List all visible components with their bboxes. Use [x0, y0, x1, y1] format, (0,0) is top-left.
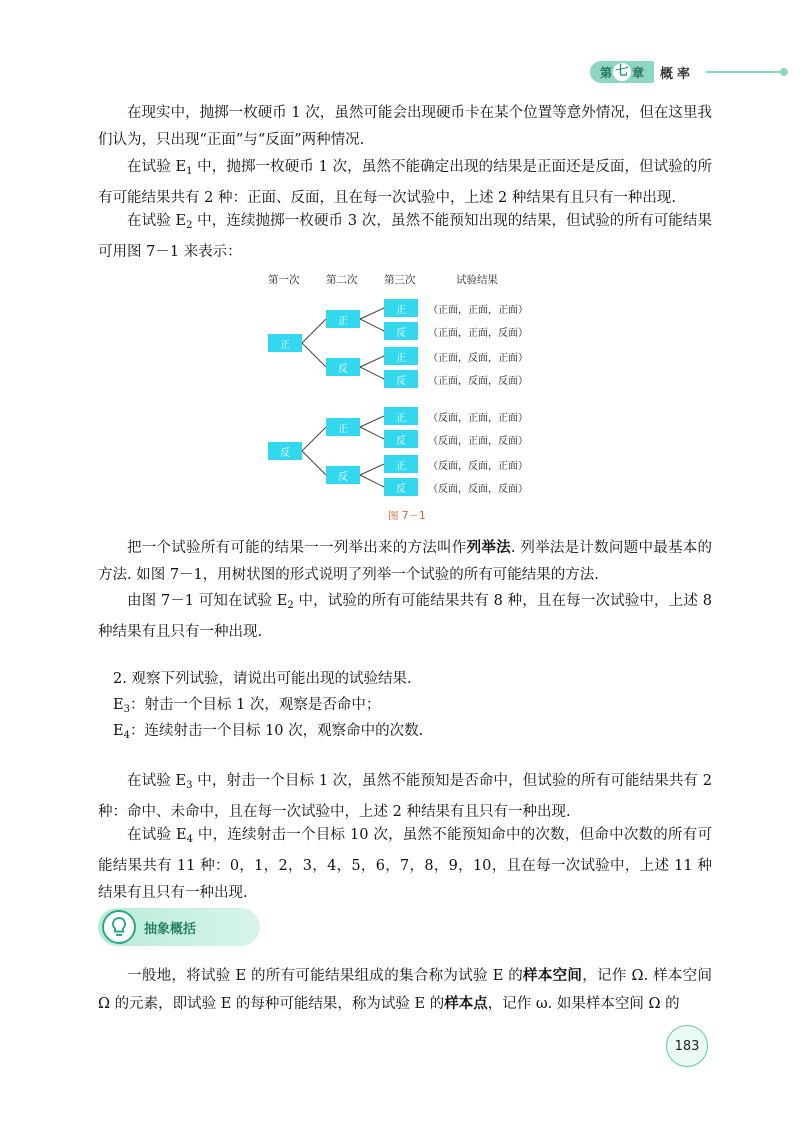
- paragraph-1: [98, 100, 712, 154]
- branch-11: [360, 475, 384, 487]
- result-3: （正面，反面，反面）: [428, 376, 528, 387]
- branch-0: [302, 319, 326, 343]
- branch-1: [302, 343, 326, 367]
- term-sample-space: 样本空间: [523, 967, 583, 984]
- branch-10: [360, 464, 384, 475]
- chapter-badge: [590, 61, 654, 83]
- chapter-prefix: 第: [599, 65, 612, 80]
- result-0: （正面，正面，正面）: [428, 305, 528, 316]
- paragraph-4: [98, 534, 712, 589]
- chapter-header: [590, 60, 800, 86]
- node-l3-7: 反: [384, 478, 418, 496]
- term-sample-point: 样本点: [444, 995, 488, 1012]
- p4-text-a: 把一个试验所有可能的结果一一列举出来的方法叫作: [127, 540, 467, 556]
- paragraph-1-text: 在现实中，抛掷一枚硬币 1 次，虽然可能会出现硬币卡在某个位置等意外情况，但在这里我们认为，只出现“正面”与“反面”两种情况.: [98, 105, 712, 148]
- p6-text-b: 中，射击一个目标 1 次，虽然不能预知是否命中，但试验的所有可能结果共有 2 种：命中、未命中，且在每一次试验中，上述 2 种结果有且只有一种出现.: [98, 773, 712, 820]
- result-2: （正面，反面，正面）: [428, 353, 528, 364]
- p6-text-a: 在试验 E: [127, 773, 187, 789]
- header-results: 试验结果: [456, 274, 498, 286]
- node-l3-1: 反: [384, 322, 418, 340]
- q2-text: ：连续射击一个目标 10 次，观察命中的次数.: [129, 723, 424, 739]
- p7-subscript: 4: [186, 834, 194, 845]
- q1-subscript: 3: [123, 704, 130, 715]
- q1-label: E: [113, 697, 124, 713]
- p2-text-a: 在试验 E: [127, 159, 187, 175]
- lightbulb-icon: [102, 910, 136, 944]
- p8-text-c: ，记作 ω. 如果样本空间 Ω 的: [487, 996, 680, 1012]
- node-l3-4: 正: [384, 407, 418, 425]
- term-enumeration: 列举法: [466, 539, 511, 556]
- question-intro: [98, 666, 712, 693]
- chapter-number: 七: [613, 63, 631, 81]
- p7-text-b: 中，连续射击一个目标 10 次，虽然不能预知命中的次数，但命中次数的所有可能结果共有 11 种：0，1，2，3，4，5，6，7，8，9，10，且在每一次试验中，上述 11 种结果有且只有一种出现.: [98, 827, 712, 901]
- result-4: （反面，正面，正面）: [428, 413, 528, 424]
- header-rule: [706, 71, 784, 73]
- paragraph-5: [98, 588, 712, 646]
- p3-subscript: 2: [186, 220, 193, 231]
- section-badge: [98, 908, 260, 946]
- section-badge-label: 抽象概括: [144, 922, 197, 937]
- q2-subscript: 4: [123, 730, 130, 741]
- branch-3: [302, 451, 326, 475]
- chapter-title: 概率: [660, 67, 695, 82]
- p7-text-a: 在试验 E: [127, 827, 187, 843]
- paragraph-2: [98, 154, 712, 212]
- branch-4: [360, 308, 384, 319]
- p6-subscript: 3: [186, 780, 193, 791]
- node-l1-heads: 正: [268, 334, 302, 352]
- page-number: 183: [666, 1025, 708, 1067]
- chapter-suffix: 章: [632, 65, 645, 80]
- branch-5: [360, 319, 384, 331]
- figure-caption: 图 7－1: [388, 510, 426, 522]
- q2-label: E: [113, 723, 124, 739]
- node-l3-6: 正: [384, 455, 418, 473]
- header-dot: [780, 68, 788, 76]
- branch-6: [360, 356, 384, 367]
- node-l3-2: 正: [384, 347, 418, 365]
- p8-text-b: ，记作 Ω. 样本空间 Ω 的元素，即试验 E 的每种可能结果，称为试验 E 的: [98, 968, 712, 1012]
- p4-text-b: . 列举法是计数问题中最基本的方法. 如图 7－1，用树状图的形式说明了列举一个试验的所有可能结果的方法.: [98, 540, 713, 583]
- question-intro-text: 2. 观察下列试验，请说出可能出现的试验结果.: [113, 671, 412, 687]
- node-l3-5: 反: [384, 430, 418, 448]
- p3-text-b: 中，连续抛掷一枚硬币 3 次，虽然不能预知出现的结果，但试验的所有可能结果可用图 7－1 来表示：: [98, 213, 712, 260]
- node-l3-3: 反: [384, 370, 418, 388]
- node-l1-tails: 反: [268, 442, 302, 460]
- paragraph-8: [98, 962, 712, 1018]
- branch-7: [360, 367, 384, 379]
- paragraph-6: [98, 768, 712, 826]
- result-6: （反面，反面，正面）: [428, 461, 528, 472]
- p5-text-a: 由图 7－1 可知在试验 E: [127, 593, 288, 609]
- result-1: （正面，正面，反面）: [428, 328, 528, 339]
- branch-9: [360, 427, 384, 439]
- p5-text-b: 中，试验的所有可能结果共有 8 种，且在每一次试验中，上述 8 种结果有且只有一种出现.: [98, 593, 712, 640]
- header-third-toss: 第三次: [384, 274, 416, 286]
- node-l2-3: 反: [326, 466, 360, 484]
- header-second-toss: 第二次: [326, 274, 358, 286]
- node-l2-0: 正: [326, 310, 360, 328]
- paragraph-3: [98, 208, 712, 266]
- tree-diagram: [260, 272, 560, 522]
- p2-text-b: 中，抛掷一枚硬币 1 次，虽然不能确定出现的结果是正面还是反面，但试验的所有可能结果共有 2 种：正面、反面，且在每一次试验中，上述 2 种结果有且只有一种出现.: [98, 159, 712, 206]
- result-7: （反面，反面，反面）: [428, 484, 528, 495]
- p8-text-a: 一般地，将试验 E 的所有可能结果组成的集合称为试验 E 的: [127, 968, 524, 984]
- node-l2-1: 反: [326, 358, 360, 376]
- node-l3-0: 正: [384, 299, 418, 317]
- p5-subscript: 2: [287, 600, 294, 611]
- question-e4: [98, 718, 712, 749]
- p2-subscript: 1: [186, 166, 193, 177]
- paragraph-7: [98, 822, 712, 907]
- branch-2: [302, 427, 326, 451]
- header-first-toss: 第一次: [268, 274, 300, 286]
- q1-text: ：射击一个目标 1 次，观察是否命中；: [129, 697, 381, 713]
- p3-text-a: 在试验 E: [127, 213, 187, 229]
- node-l2-2: 正: [326, 418, 360, 436]
- result-5: （反面，正面，反面）: [428, 436, 528, 447]
- branch-8: [360, 416, 384, 427]
